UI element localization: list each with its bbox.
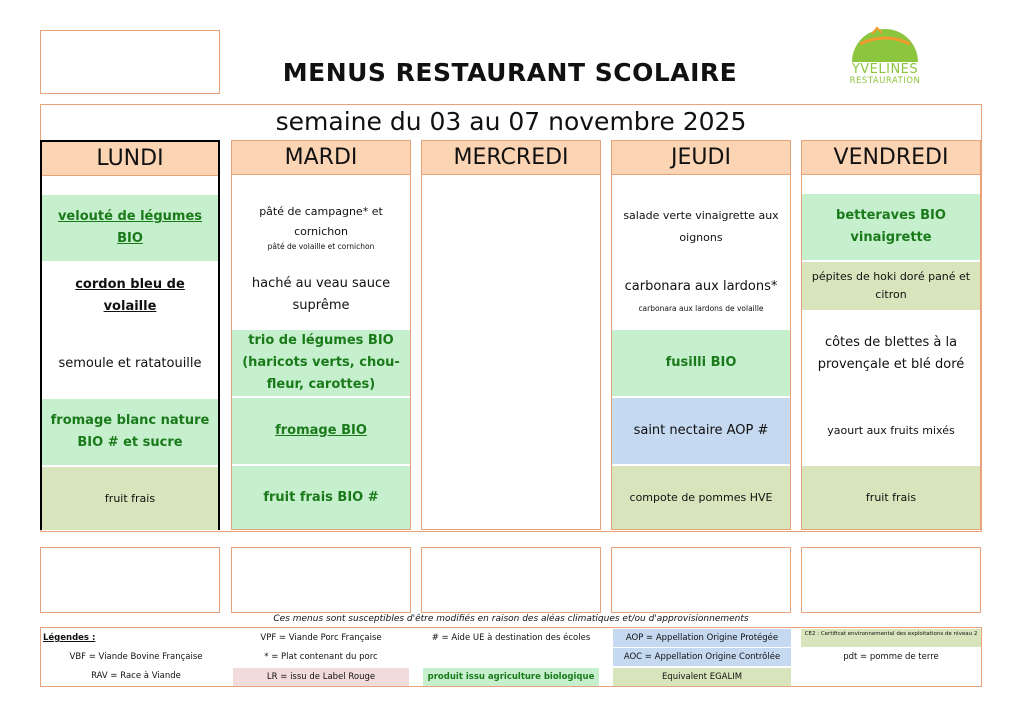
day-header: JEUDI (612, 141, 790, 175)
day-column-mercredi (421, 140, 601, 530)
menu-laitage: fromage BIO (232, 398, 410, 464)
legend-vbf: VBF = Viande Bovine Française (69, 652, 203, 662)
legend-pdt: pdt = pomme de terre (843, 652, 939, 662)
week-label: semaine du 03 au 07 novembre 2025 (275, 107, 747, 136)
menu-plat: carbonara aux lardons* carbonara aux lardons de volaille (624, 279, 778, 313)
logo-placeholder-box (40, 30, 220, 94)
day-header: MARDI (232, 141, 410, 175)
legend-aop: AOP = Appellation Origine Protégée (613, 629, 791, 647)
menu-plat: cordon bleu de volaille (75, 277, 185, 314)
menu-dessert: fruit frais (802, 466, 980, 529)
legend-label-rouge: LR = issu de Label Rouge (233, 668, 409, 686)
legend-aoc: AOC = Appellation Origine Contrôlée (613, 648, 791, 666)
legend-rav: RAV = Race à Viande (91, 671, 181, 681)
day-column-lundi (40, 140, 220, 530)
extra-cell-jeudi (611, 547, 791, 613)
legend-aide-ue: # = Aide UE à destination des écoles (431, 633, 591, 643)
legend-porc: * = Plat contenant du porc (264, 652, 378, 662)
day-header: LUNDI (42, 142, 218, 176)
legend-title: Légendes : (43, 633, 96, 643)
menu-dessert: compote de pommes HVE (612, 466, 790, 529)
menu-accompagnement: fusilli BIO (612, 330, 790, 396)
menu-dessert: fruit frais BIO # (232, 466, 410, 529)
extra-cell-lundi (40, 547, 220, 613)
day-header: MERCREDI (422, 141, 600, 175)
menu-dessert: fruit frais (42, 467, 218, 530)
menu-laitage: fromage blanc nature BIO # et sucre (42, 399, 218, 465)
menu-plat: haché au veau sauce suprême (251, 276, 391, 313)
day-column-mardi (231, 140, 411, 530)
legend-vpf: VPF = Viande Porc Française (260, 633, 382, 643)
menu-accompagnement: trio de légumes BIO (haricots verts, chou-fleur, carottes) (232, 330, 410, 396)
menu-entree: pâté de campagne* et cornichon pâté de volaille et cornichon (259, 205, 383, 251)
menu-entree-alternative: pâté de volaille et cornichon (267, 242, 375, 251)
extra-cell-mardi (231, 547, 411, 613)
day-column-vendredi (801, 140, 981, 530)
extra-cell-mercredi (421, 547, 601, 613)
menu-accompagnement: côtes de blettes à la provençale et blé doré (817, 335, 965, 372)
brand-subtitle: RESTAURATION (849, 76, 921, 86)
menu-laitage: yaourt aux fruits mixés (827, 424, 955, 437)
extra-cell-vendredi (801, 547, 981, 613)
legend-egalim: Equivalent EGALIM (613, 668, 791, 686)
menu-entree: betteraves BIO vinaigrette (802, 194, 980, 260)
disclaimer-notice: Ces menus sont susceptibles d'être modifiés en raison des aléas climatiques et/ou d'approvisionnements (273, 614, 749, 624)
day-column-jeudi (611, 140, 791, 530)
brand-name: YVELINES (851, 62, 919, 77)
menu-entree: salade verte vinaigrette aux oignons (623, 209, 779, 244)
menu-plat-alternative: carbonara aux lardons de volaille (638, 304, 764, 313)
legend-bio: produit issu agriculture biologique (423, 668, 599, 686)
menu-plat: pépites de hoki doré pané et citron (802, 262, 980, 310)
brand-sun-icon (830, 24, 940, 64)
legend-ce2: CE2 : Certificat environnemental des exploitations de niveau 2 (801, 629, 981, 647)
brand-logo (830, 24, 940, 94)
day-header: VENDREDI (802, 141, 980, 175)
menu-entree: velouté de légumes BIO (42, 195, 218, 261)
page-title: MENUS RESTAURANT SCOLAIRE (282, 58, 738, 87)
legend-box (40, 627, 982, 687)
menu-accompagnement: semoule et ratatouille (58, 356, 202, 371)
menu-laitage: saint nectaire AOP # (612, 398, 790, 464)
